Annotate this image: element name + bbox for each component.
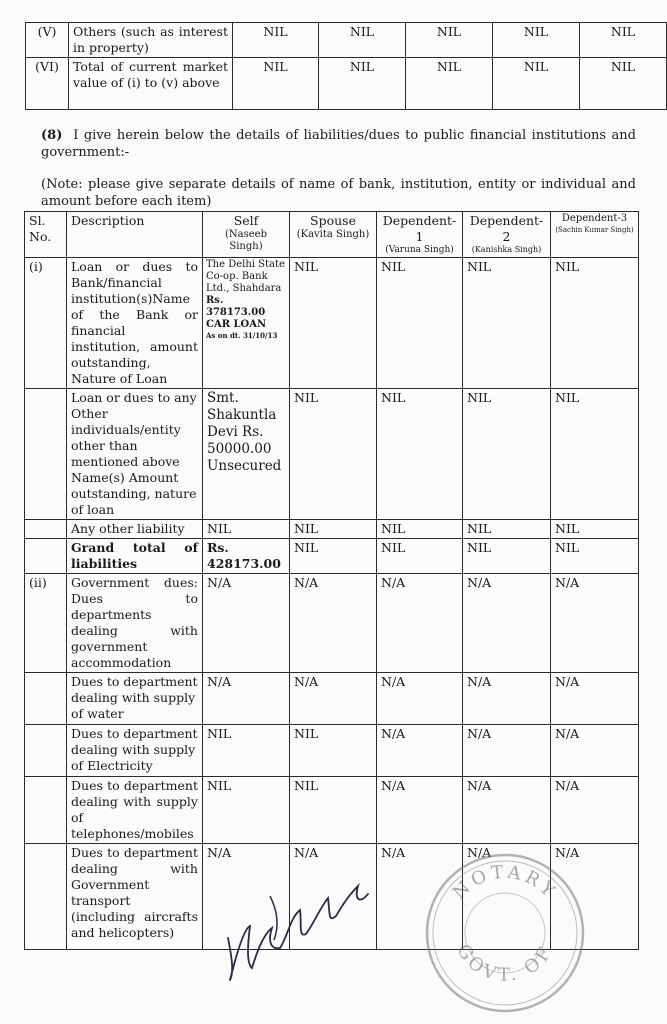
value-spouse: NIL: [319, 58, 406, 110]
value-dep2: N/A: [463, 673, 551, 725]
header-dep3-label: Dependent-3: [561, 213, 628, 224]
value-spouse: N/A: [290, 844, 377, 950]
header-dependent-3: [551, 212, 639, 258]
value-dep3: NIL: [551, 389, 639, 520]
header-dep2-name: (Kanishka Singh): [471, 245, 542, 254]
value-dep3: N/A: [551, 673, 639, 725]
header-self: [203, 212, 290, 258]
row-description: Dues to department dealing with Government transport (including aircrafts and helicopters): [67, 844, 203, 950]
row-description: Dues to department dealing with supply of water: [67, 673, 203, 725]
value-dep1: NIL: [406, 58, 493, 110]
value-spouse: NIL: [290, 725, 377, 777]
section-number: (8): [41, 128, 63, 143]
sl-no: [25, 844, 67, 950]
row-description: Government dues: Dues to departments dealing with government accommodation: [67, 574, 203, 673]
value-spouse: NIL: [290, 520, 377, 539]
value-dep2: N/A: [463, 844, 551, 950]
notary-stamp: [420, 848, 590, 1018]
header-spouse: [290, 212, 377, 258]
value-self: NIL: [203, 725, 290, 777]
value-self: NIL: [203, 777, 290, 844]
header-self-name: (Naseeb Singh): [225, 229, 267, 252]
value-dep1: NIL: [406, 23, 493, 58]
row-description: Grand total of liabilities: [67, 539, 203, 574]
loan-date: As on dt. 31/10/13: [206, 331, 278, 340]
sl-no: [25, 539, 67, 574]
value-spouse: NIL: [290, 258, 377, 389]
header-dep1-label: Dependent-1: [382, 213, 457, 244]
sl-no: [25, 673, 67, 725]
value-dep2: NIL: [463, 539, 551, 574]
value-dep2: NIL: [463, 389, 551, 520]
sl-no: (VI): [26, 58, 69, 110]
value-spouse: NIL: [290, 777, 377, 844]
value-self: NIL: [233, 58, 319, 110]
value-dep1: NIL: [377, 539, 463, 574]
row-description: Loan or dues to any Other individuals/entity other than mentioned above Name(s) Amount outstanding, nature of loan: [67, 389, 203, 520]
section-8-heading: [41, 127, 636, 161]
row-description: Dues to department dealing with supply of telephones/mobiles: [67, 777, 203, 844]
liabilities-table: [24, 211, 639, 950]
value-dep1: NIL: [377, 520, 463, 539]
grand-total-self: Rs. 428173.00: [203, 539, 290, 574]
table-row: [25, 258, 639, 389]
loan-amount: Rs. 378173.00: [206, 295, 266, 318]
row-description: Others (such as interest in property): [69, 23, 233, 58]
value-spouse: NIL: [319, 23, 406, 58]
value-dep2: N/A: [463, 574, 551, 673]
value-dep2: NIL: [493, 23, 580, 58]
header-dep2-label: Dependent-2: [469, 213, 544, 244]
value-dep2: NIL: [463, 258, 551, 389]
table-row: [25, 777, 639, 844]
sl-no: [25, 777, 67, 844]
table-row: [25, 574, 639, 673]
section-8-note: (Note: please give separate details of name of bank, institution, entity or individual and amount before each item): [41, 177, 636, 209]
row-description: Any other liability: [67, 520, 203, 539]
value-dep1: N/A: [377, 777, 463, 844]
value-self: NIL: [203, 520, 290, 539]
value-dep3: NIL: [551, 539, 639, 574]
section-text: I give herein below the details of liabilities/dues to public financial institutions and government:-: [41, 128, 636, 160]
table-row: [25, 673, 639, 725]
header-dep1-name: (Varuna Singh): [385, 245, 454, 255]
sl-no: (i): [25, 258, 67, 389]
value-dep3: N/A: [551, 844, 639, 950]
value-dep1: N/A: [377, 574, 463, 673]
value-self: N/A: [203, 673, 290, 725]
table-row: [25, 520, 639, 539]
assets-table-continuation: [25, 22, 667, 110]
value-dep3: N/A: [551, 777, 639, 844]
sl-no: [25, 520, 67, 539]
bank-name: The Delhi State Co-op. Bank Ltd., Shahdara: [206, 259, 285, 294]
value-spouse: N/A: [290, 574, 377, 673]
value-dep2: N/A: [463, 725, 551, 777]
sl-no: [25, 725, 67, 777]
signature: [210, 868, 380, 988]
row-description: Total of current market value of (i) to (v) above: [69, 58, 233, 110]
row-description: Loan or dues to Bank/financial institution(s)Name of the Bank or financial institution, amount outstanding, Nature of Loan: [67, 258, 203, 389]
value-dep1: N/A: [377, 725, 463, 777]
value-dep1: NIL: [377, 258, 463, 389]
header-spouse-name: (Kavita Singh): [296, 229, 370, 240]
stamp-bottom-text: GOVT. OF: [452, 940, 558, 986]
value-spouse: NIL: [290, 539, 377, 574]
loan-nature: CAR LOAN: [206, 319, 267, 330]
header-description: Description: [67, 212, 203, 258]
value-dep3: N/A: [551, 574, 639, 673]
sl-no: [25, 389, 67, 520]
value-dep3: NIL: [580, 23, 667, 58]
header-dep3-name: (Sachin Kumar Singh): [555, 226, 634, 234]
value-self: NIL: [233, 23, 319, 58]
svg-text:NOTARY: [449, 861, 562, 903]
value-dep1: N/A: [377, 673, 463, 725]
header-dependent-2: [463, 212, 551, 258]
svg-text:GOVT. OF: [452, 941, 558, 986]
value-dep3: NIL: [580, 58, 667, 110]
value-self: Smt. Shakuntla Devi Rs. 50000.00 Unsecured: [203, 389, 290, 520]
header-row: [25, 212, 639, 258]
value-dep2: N/A: [463, 777, 551, 844]
table-row: [26, 23, 667, 58]
header-sl-no: Sl. No.: [25, 212, 67, 258]
sl-no: (V): [26, 23, 69, 58]
table-row: [25, 389, 639, 520]
grand-total-row: [25, 539, 639, 574]
value-dep2: NIL: [463, 520, 551, 539]
value-self: N/A: [203, 574, 290, 673]
value-dep3: NIL: [551, 520, 639, 539]
header-spouse-label: Spouse: [310, 213, 356, 228]
stamp-top-text: NOTARY: [448, 861, 562, 904]
sl-no: (ii): [25, 574, 67, 673]
value-spouse: N/A: [290, 673, 377, 725]
value-dep3: N/A: [551, 725, 639, 777]
value-self: N/A: [203, 844, 290, 950]
value-dep3: NIL: [551, 258, 639, 389]
value-self: [203, 258, 290, 389]
table-row: [26, 58, 667, 110]
value-dep1: N/A: [377, 844, 463, 950]
value-dep2: NIL: [493, 58, 580, 110]
header-self-label: Self: [233, 213, 259, 228]
header-dependent-1: [377, 212, 463, 258]
value-dep1: NIL: [377, 389, 463, 520]
row-description: Dues to department dealing with supply of Electricity: [67, 725, 203, 777]
table-row: [25, 725, 639, 777]
value-spouse: NIL: [290, 389, 377, 520]
